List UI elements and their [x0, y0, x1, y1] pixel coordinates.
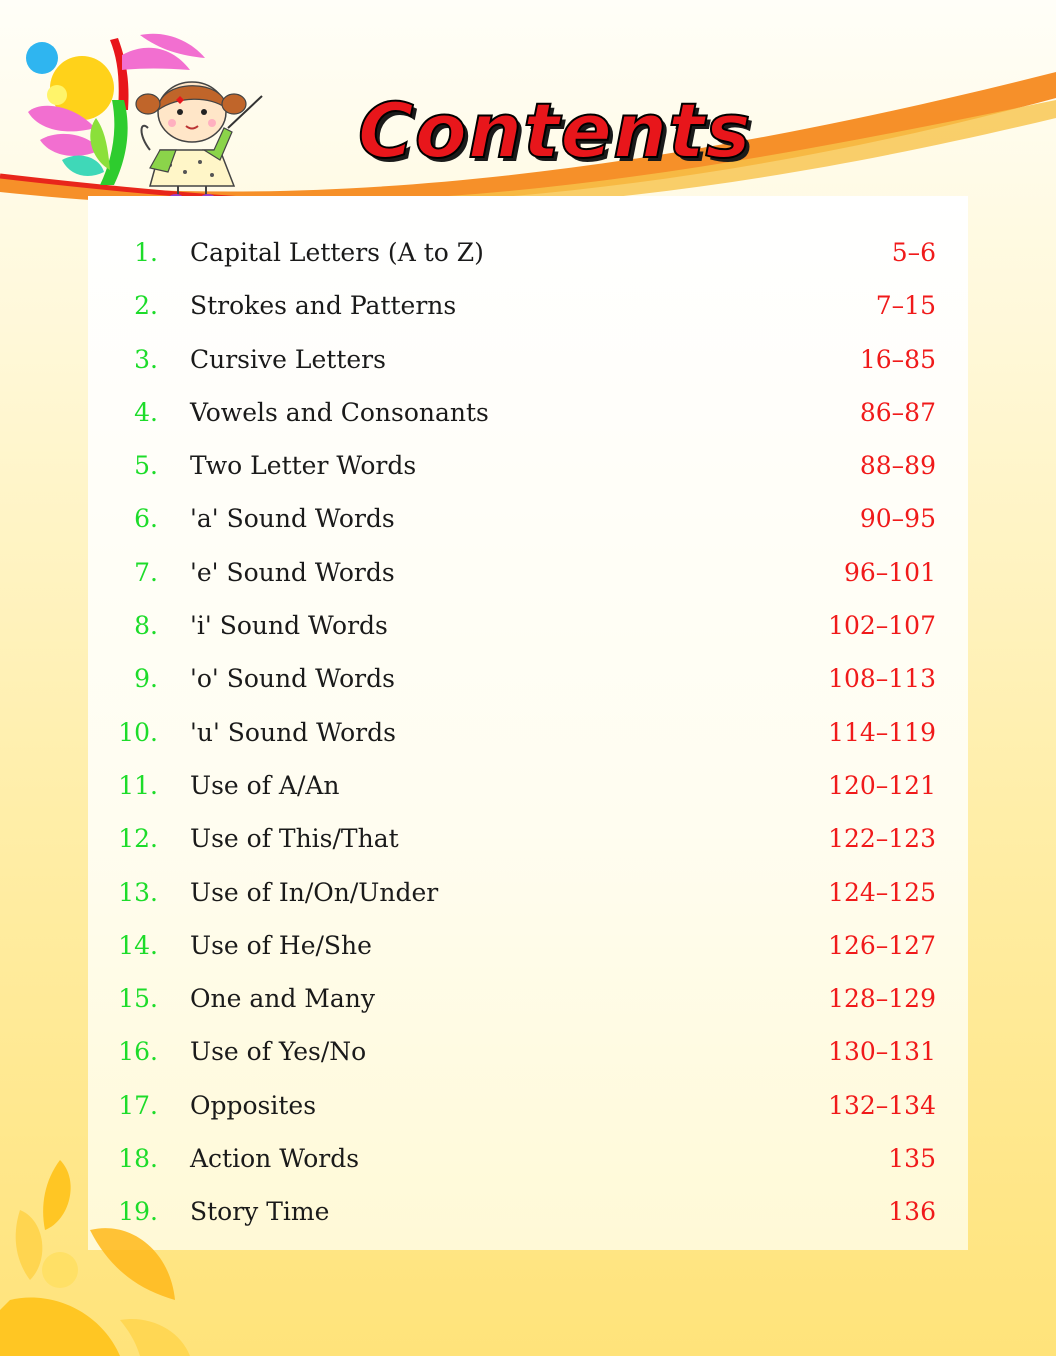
toc-row — [88, 333, 968, 386]
toc-title: Opposites — [190, 1090, 317, 1120]
toc-number: 18. — [118, 1144, 158, 1174]
toc-title: Use of Yes/No — [190, 1037, 367, 1067]
toc-number: 14. — [118, 930, 158, 960]
toc-pages: 96–101 — [843, 557, 936, 587]
toc-title: Action Words — [190, 1144, 360, 1174]
toc-title: Vowels and Consonants — [190, 397, 489, 427]
toc-pages: 114–119 — [828, 717, 936, 747]
toc-number: 5. — [134, 451, 158, 481]
toc-pages: 130–131 — [828, 1037, 936, 1067]
toc-number: 4. — [134, 397, 158, 427]
toc-row — [88, 439, 968, 492]
toc-number: 3. — [134, 344, 158, 374]
toc-title: 'u' Sound Words — [190, 717, 396, 747]
toc-row — [88, 652, 968, 705]
toc-title: Cursive Letters — [190, 344, 386, 374]
toc-title: Use of This/That — [190, 824, 399, 854]
toc-pages: 88–89 — [859, 451, 936, 481]
toc-title: Story Time — [190, 1197, 330, 1227]
cartoon-girl-icon — [136, 82, 262, 202]
toc-title: Use of He/She — [190, 930, 372, 960]
toc-title: Use of A/An — [190, 770, 340, 800]
toc-pages: 132–134 — [828, 1090, 936, 1120]
contents-panel — [88, 196, 968, 1250]
toc-row — [88, 1132, 968, 1185]
toc-pages: 122–123 — [828, 824, 936, 854]
toc-pages: 86–87 — [859, 397, 936, 427]
toc-pages: 102–107 — [828, 611, 936, 641]
toc-number: 7. — [134, 557, 158, 587]
toc-row — [88, 919, 968, 972]
toc-pages: 90–95 — [859, 504, 936, 534]
toc-number: 2. — [134, 291, 158, 321]
toc-row — [88, 812, 968, 865]
toc-title: Capital Letters (A to Z) — [190, 238, 484, 267]
toc-row — [88, 759, 968, 812]
toc-pages: 120–121 — [828, 770, 936, 800]
toc-pages: 124–125 — [828, 877, 936, 907]
page-title: Contents — [358, 86, 752, 175]
toc-number: 15. — [118, 984, 158, 1014]
toc-title: Two Letter Words — [190, 451, 417, 481]
toc-title: One and Many — [190, 984, 376, 1014]
toc-number: 16. — [118, 1037, 158, 1067]
toc-row — [88, 972, 968, 1025]
toc-pages: 135 — [888, 1144, 936, 1174]
toc-title: 'o' Sound Words — [190, 664, 395, 694]
toc-pages: 5–6 — [891, 238, 936, 267]
toc-row — [88, 1025, 968, 1078]
toc-title: Use of In/On/Under — [190, 877, 439, 907]
toc-row — [88, 546, 968, 599]
toc-pages: 108–113 — [828, 664, 936, 694]
toc-pages: 136 — [888, 1197, 936, 1227]
toc-row — [88, 706, 968, 759]
toc-number: 1. — [134, 238, 158, 267]
toc-row — [88, 492, 968, 545]
toc-pages: 126–127 — [828, 930, 936, 960]
toc-number: 6. — [134, 504, 158, 534]
toc-row — [88, 386, 968, 439]
toc-number: 17. — [118, 1090, 158, 1120]
table-of-contents — [88, 226, 968, 1239]
toc-row — [88, 1185, 968, 1238]
toc-number: 10. — [118, 717, 158, 747]
toc-row — [88, 279, 968, 332]
toc-number: 11. — [118, 770, 158, 800]
toc-title: 'e' Sound Words — [190, 557, 395, 587]
toc-row — [88, 599, 968, 652]
toc-number: 9. — [134, 664, 158, 694]
toc-number: 12. — [118, 824, 158, 854]
toc-title: 'a' Sound Words — [190, 504, 395, 534]
toc-row — [88, 1079, 968, 1132]
toc-number: 13. — [118, 877, 158, 907]
toc-pages: 7–15 — [875, 291, 936, 321]
toc-row — [88, 866, 968, 919]
toc-pages: 16–85 — [859, 344, 936, 374]
toc-number: 8. — [134, 611, 158, 641]
toc-pages: 128–129 — [828, 984, 936, 1014]
toc-number: 19. — [118, 1197, 158, 1227]
toc-row — [88, 226, 968, 279]
corner-flourish-icon — [0, 1150, 200, 1356]
toc-title: Strokes and Patterns — [190, 291, 457, 321]
toc-title: 'i' Sound Words — [190, 611, 388, 641]
